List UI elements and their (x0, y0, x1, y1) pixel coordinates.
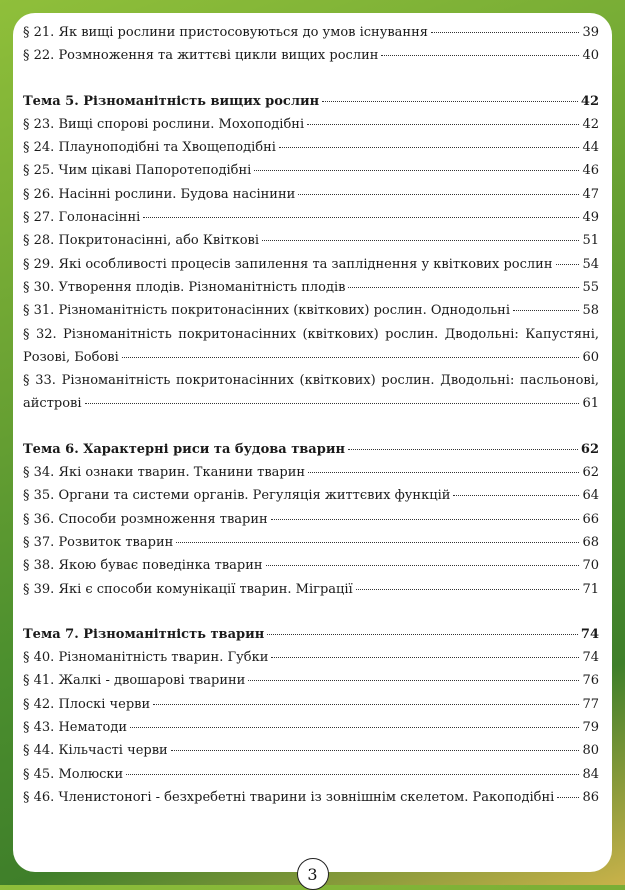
item-title: § 26. Насінні рослини. Будова насінини (23, 186, 296, 202)
leader-dots (122, 357, 580, 358)
leader-dots (153, 704, 579, 705)
toc-item[interactable] (23, 136, 599, 159)
leader-dots (126, 774, 579, 775)
table-of-contents (23, 21, 599, 809)
topic-title: Тема 6. Характерні риси та будова тварин (23, 441, 345, 457)
toc-item[interactable] (23, 159, 599, 182)
toc-item[interactable] (23, 206, 599, 229)
item-title: § 28. Покритонасінні, або Квіткові (23, 233, 260, 249)
item-page: 74 (582, 650, 599, 666)
item-title: § 36. Способи розмноження тварин (23, 511, 268, 527)
item-title: § 29. Які особливості процесів запилення та запліднення у квіткових рослин (23, 256, 553, 272)
leader-dots (453, 495, 579, 496)
item-title: § 22. Розмноження та життєві цикли вищих рослин (23, 48, 379, 64)
toc-item-33[interactable] (23, 369, 599, 416)
item-page: 51 (582, 233, 599, 249)
page-number-badge: 3 (297, 858, 329, 890)
toc-item[interactable] (23, 461, 599, 484)
toc-item[interactable] (23, 716, 599, 739)
item-title: § 39. Які є способи комунікації тварин. Міграції (23, 581, 353, 597)
leader-dots (143, 217, 579, 218)
toc-item[interactable] (23, 229, 599, 252)
toc-item[interactable] (23, 786, 599, 809)
item-page: 80 (582, 743, 599, 759)
leader-dots (308, 472, 579, 473)
item-page: 60 (582, 349, 599, 365)
toc-topic-7[interactable] (23, 623, 599, 646)
item-page: 55 (582, 279, 599, 295)
leader-dots (85, 403, 580, 404)
item-page: 47 (582, 186, 599, 202)
item-page: 70 (582, 558, 599, 574)
item-page: 46 (582, 163, 599, 179)
item-title: § 25. Чим цікаві Папоротеподібні (23, 163, 252, 179)
leader-dots (513, 310, 579, 311)
item-page: 77 (582, 696, 599, 712)
item-page: 76 (582, 673, 599, 689)
item-title: § 37. Розвиток тварин (23, 534, 174, 550)
leader-dots (248, 680, 579, 681)
toc-item-32[interactable] (23, 323, 599, 370)
leader-dots (267, 634, 578, 635)
toc-item[interactable] (23, 21, 599, 44)
leader-dots (557, 797, 579, 798)
topic-page: 62 (580, 441, 599, 457)
leader-dots (348, 449, 578, 450)
item-line-1: § 33. Різноманітність покритонасінних (квіткових) рослин. Дводольні: пасльонові, (23, 373, 599, 389)
leader-dots (130, 727, 579, 728)
leader-dots (266, 565, 580, 566)
item-page: 44 (582, 140, 599, 156)
toc-group-4 (23, 646, 599, 809)
toc-group-2 (23, 113, 599, 323)
item-page: 68 (582, 534, 599, 550)
item-title: § 40. Різноманітність тварин. Губки (23, 650, 269, 666)
leader-dots (271, 519, 580, 520)
leader-dots (176, 542, 579, 543)
item-title: § 41. Жалкі - двошарові тварини (23, 673, 246, 689)
toc-item[interactable] (23, 763, 599, 786)
item-title: § 24. Плауноподібні та Хвощеподібні (23, 140, 276, 156)
leader-dots (356, 589, 580, 590)
leader-dots (254, 170, 579, 171)
item-title: § 38. Якою буває поведінка тварин (23, 558, 263, 574)
item-page: 39 (582, 25, 599, 40)
leader-dots (271, 657, 579, 658)
leader-dots (556, 264, 580, 265)
toc-group-1 (23, 21, 599, 68)
item-page: 49 (582, 210, 599, 226)
item-line-1: § 32. Різноманітність покритонасінних (квіткових) рослин. Дводольні: Капустяні, (23, 326, 599, 342)
leader-dots (171, 750, 580, 751)
item-page: 79 (582, 720, 599, 736)
toc-item[interactable] (23, 669, 599, 692)
toc-item[interactable] (23, 646, 599, 669)
topic-page: 42 (580, 93, 599, 109)
leader-dots (279, 147, 580, 148)
topic-title: Тема 5. Різноманітність вищих рослин (23, 93, 320, 109)
topic-page: 74 (580, 626, 599, 642)
toc-group-3 (23, 461, 599, 601)
item-page: 62 (582, 465, 599, 481)
item-title: § 31. Різноманітність покритонасінних (квіткових) рослин. Однодольні (23, 303, 510, 319)
item-line-2: Розові, Бобові (23, 349, 119, 365)
leader-dots (262, 240, 579, 241)
item-title: § 44. Кільчасті черви (23, 743, 168, 759)
item-title: § 27. Голонасінні (23, 210, 141, 226)
item-page: 58 (582, 303, 599, 319)
leader-dots (431, 32, 580, 33)
item-title: § 46. Членистоногі - безхребетні тварини із зовнішнім скелетом. Ракоподібні (23, 789, 555, 805)
toc-topic-6[interactable] (23, 438, 599, 461)
item-page: 84 (582, 766, 599, 782)
toc-item[interactable] (23, 739, 599, 762)
item-page: 42 (582, 116, 599, 132)
item-page: 40 (582, 48, 599, 64)
item-page: 54 (582, 256, 599, 272)
topic-title: Тема 7. Різноманітність тварин (23, 626, 265, 642)
item-page: 66 (582, 511, 599, 527)
leader-dots (348, 287, 579, 288)
toc-item[interactable] (23, 508, 599, 531)
item-title: § 43. Нематоди (23, 720, 128, 736)
toc-item[interactable] (23, 554, 599, 577)
item-title: § 30. Утворення плодів. Різноманітність плодів (23, 279, 346, 295)
item-page: 71 (582, 581, 599, 597)
item-page: 61 (582, 396, 599, 412)
item-title: § 35. Органи та системи органів. Регуляція життєвих функцій (23, 488, 451, 504)
leader-dots (381, 55, 579, 56)
toc-item[interactable] (23, 531, 599, 554)
leader-dots (298, 194, 579, 195)
toc-item[interactable] (23, 44, 599, 67)
item-page: 86 (582, 789, 599, 805)
toc-item[interactable] (23, 693, 599, 716)
item-title: § 21. Як вищі рослини пристосовуються до умов існування (23, 25, 428, 40)
item-title: § 45. Молюски (23, 766, 124, 782)
content-page (13, 13, 612, 884)
toc-item[interactable] (23, 484, 599, 507)
toc-item[interactable] (23, 253, 599, 276)
item-page: 64 (582, 488, 599, 504)
item-title: § 42. Плоскі черви (23, 696, 151, 712)
leader-dots (322, 101, 578, 102)
item-title: § 23. Вищі спорові рослини. Мохоподібні (23, 116, 305, 132)
item-line-2: айстрові (23, 396, 82, 412)
leader-dots (307, 124, 579, 125)
toc-item[interactable] (23, 183, 599, 206)
toc-topic-5[interactable] (23, 90, 599, 113)
toc-item[interactable] (23, 276, 599, 299)
toc-item[interactable] (23, 113, 599, 136)
toc-item[interactable] (23, 578, 599, 601)
toc-item[interactable] (23, 299, 599, 322)
item-title: § 34. Які ознаки тварин. Тканини тварин (23, 465, 306, 481)
